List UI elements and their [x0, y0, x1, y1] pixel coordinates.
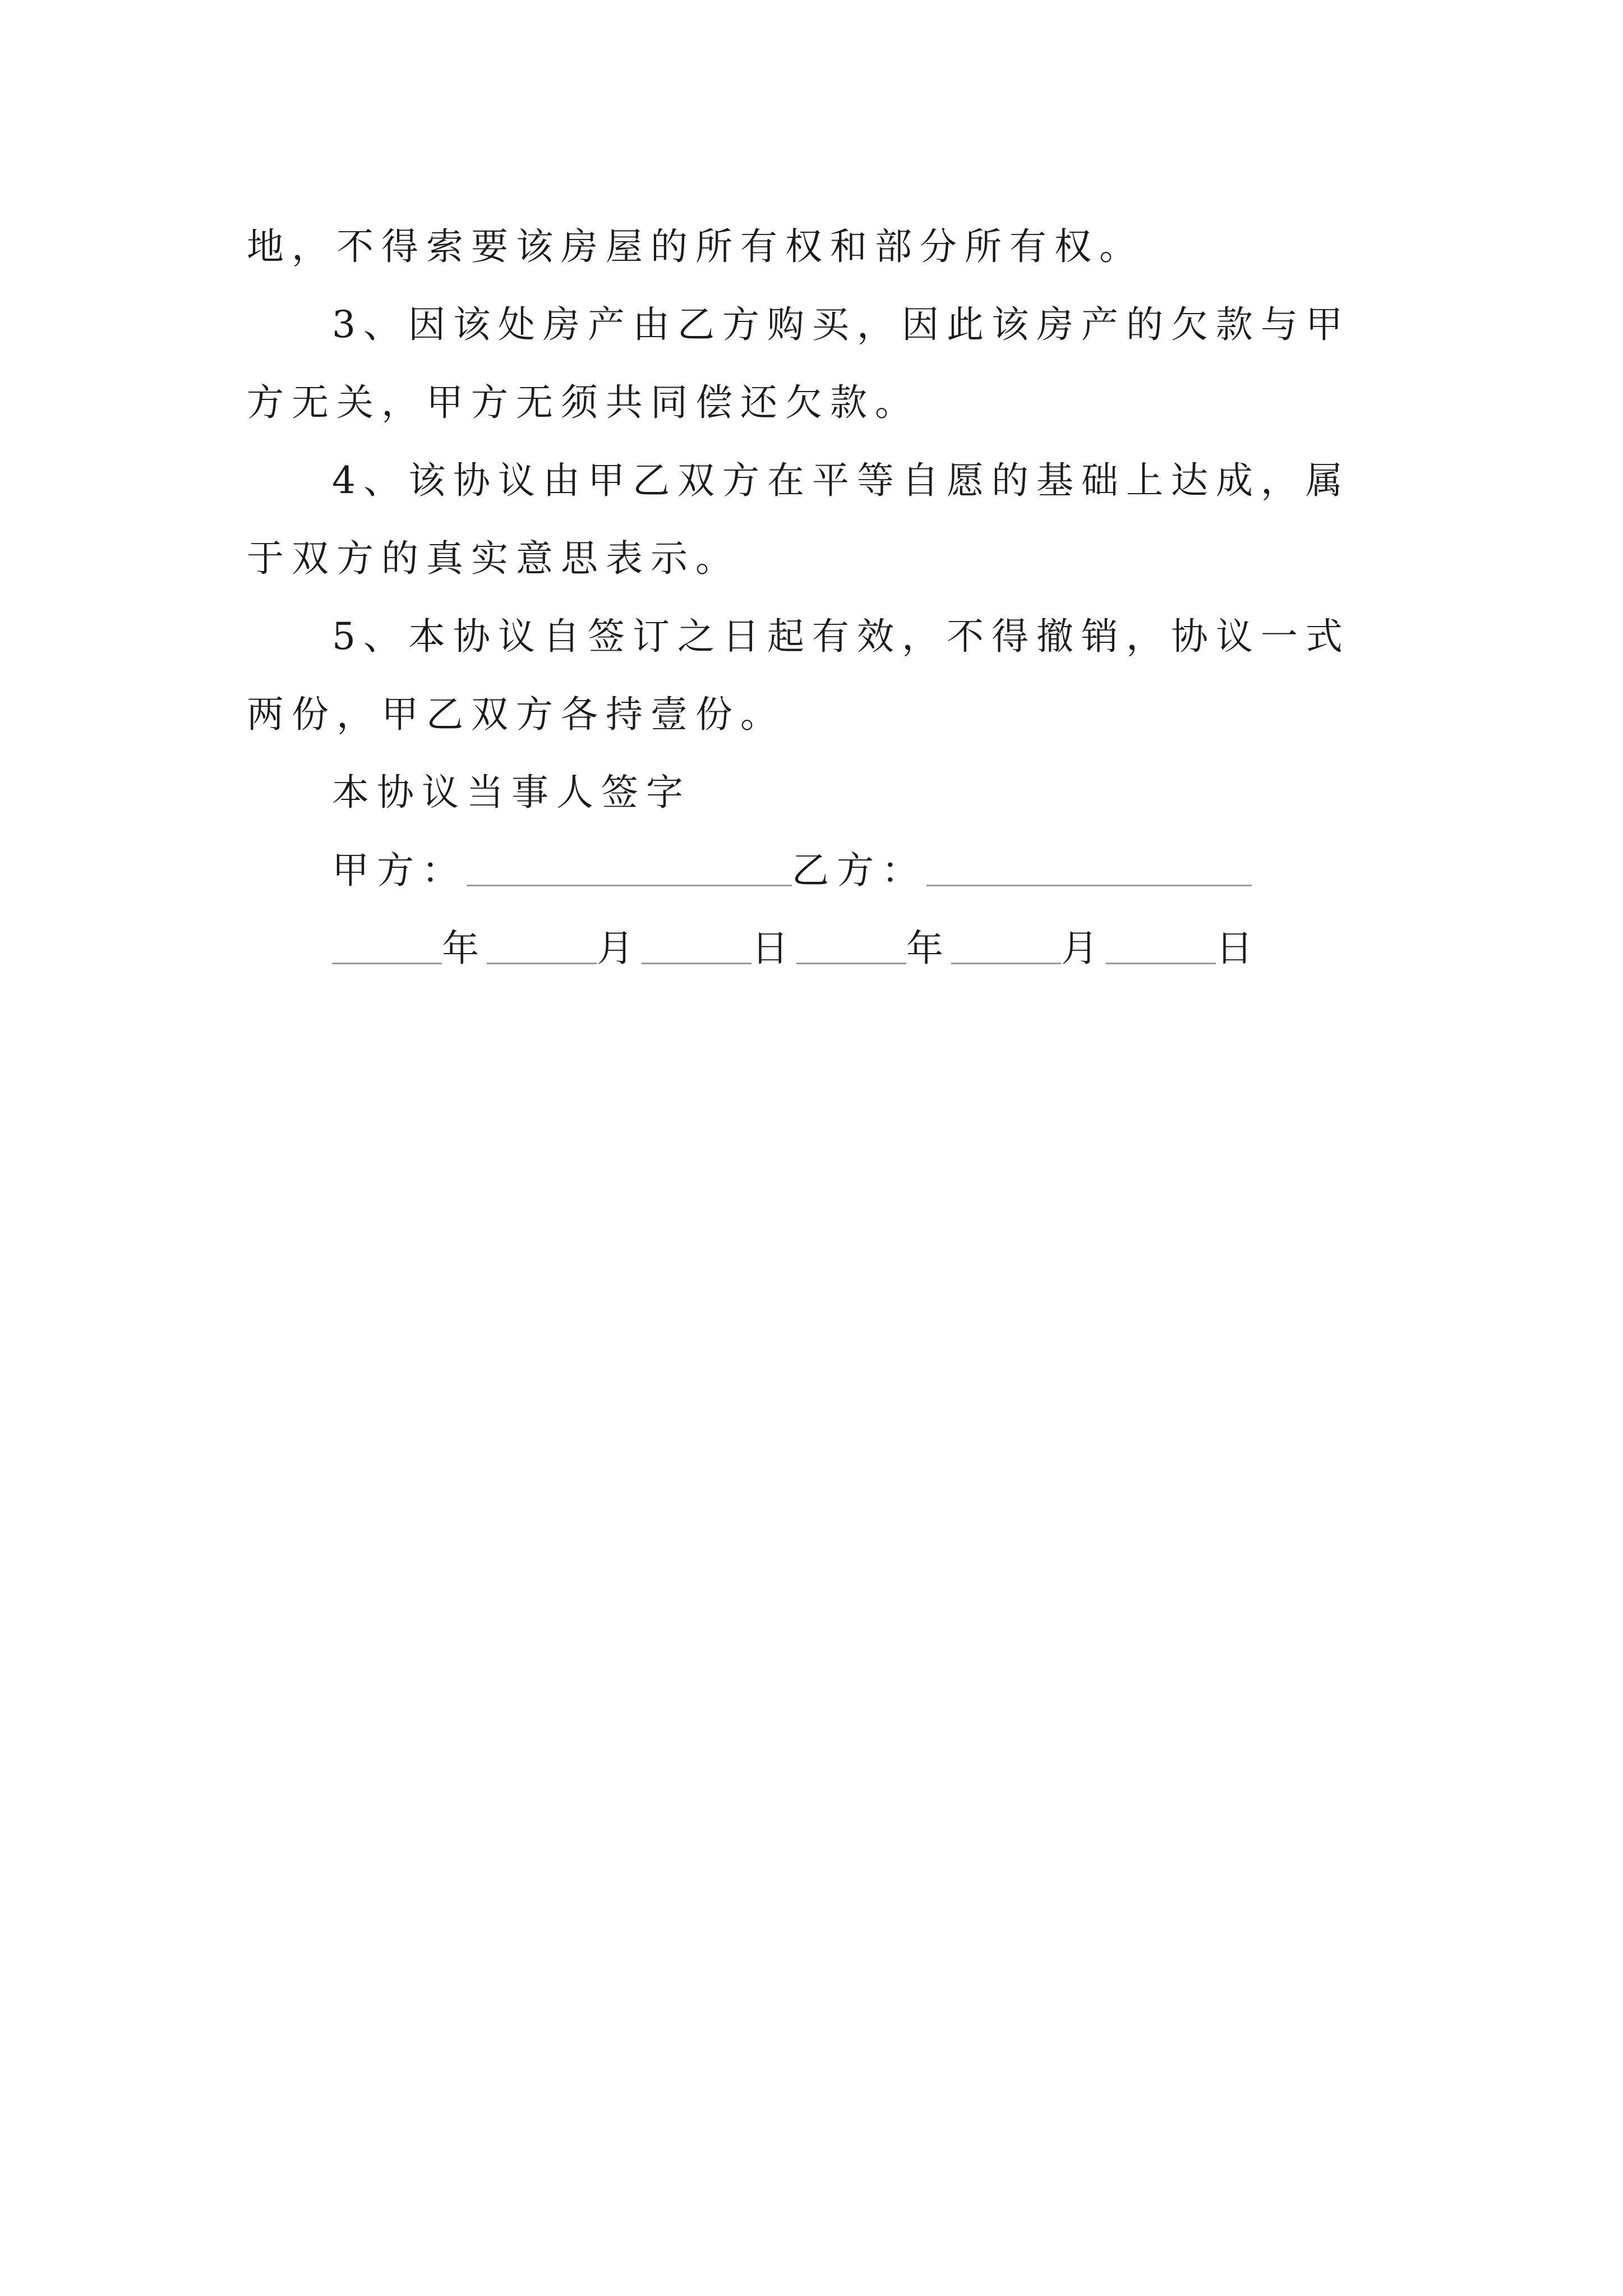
- party-b-month-label: 月: [1061, 927, 1106, 970]
- signature-heading: 本协议当事人签字: [332, 771, 691, 814]
- party-b-day-label: 日: [1216, 927, 1261, 970]
- party-a-year-blank: [332, 930, 442, 964]
- paragraph-clause-5: 5、本协议自签订之日起有效，不得撤销，协议一式两份，甲乙双方各持壹份。: [247, 615, 1350, 736]
- party-b-month-blank: [951, 930, 1061, 964]
- party-a-day-blank: [642, 930, 751, 964]
- party-b-day-blank: [1106, 930, 1216, 964]
- signature-dates-line: [247, 909, 1391, 987]
- party-a-label: 甲方：: [332, 849, 467, 892]
- party-b-label: 乙方：: [792, 849, 926, 892]
- party-a-day-label: 日: [751, 927, 796, 970]
- document-body: [247, 208, 1391, 987]
- paragraph-clause-4: 4、该协议由甲乙双方在平等自愿的基础上达成，属于双方的真实意思表示。: [247, 459, 1350, 580]
- party-a-month-label: 月: [597, 927, 642, 970]
- signature-parties-line: [247, 831, 1391, 909]
- party-b-year-blank: [796, 930, 906, 964]
- party-b-year-label: 年: [906, 927, 951, 970]
- party-a-signature-blank: [467, 852, 792, 886]
- party-b-signature-blank: [926, 852, 1252, 886]
- party-a-month-blank: [487, 930, 597, 964]
- party-a-year-label: 年: [442, 927, 487, 970]
- paragraph-clause-3: 3、因该处房产由乙方购买，因此该房产的欠款与甲方无关，甲方无须共同偿还欠款。: [247, 303, 1350, 424]
- paragraph-continuation: 地，不得索要该房屋的所有权和部分所有权。: [247, 225, 1144, 268]
